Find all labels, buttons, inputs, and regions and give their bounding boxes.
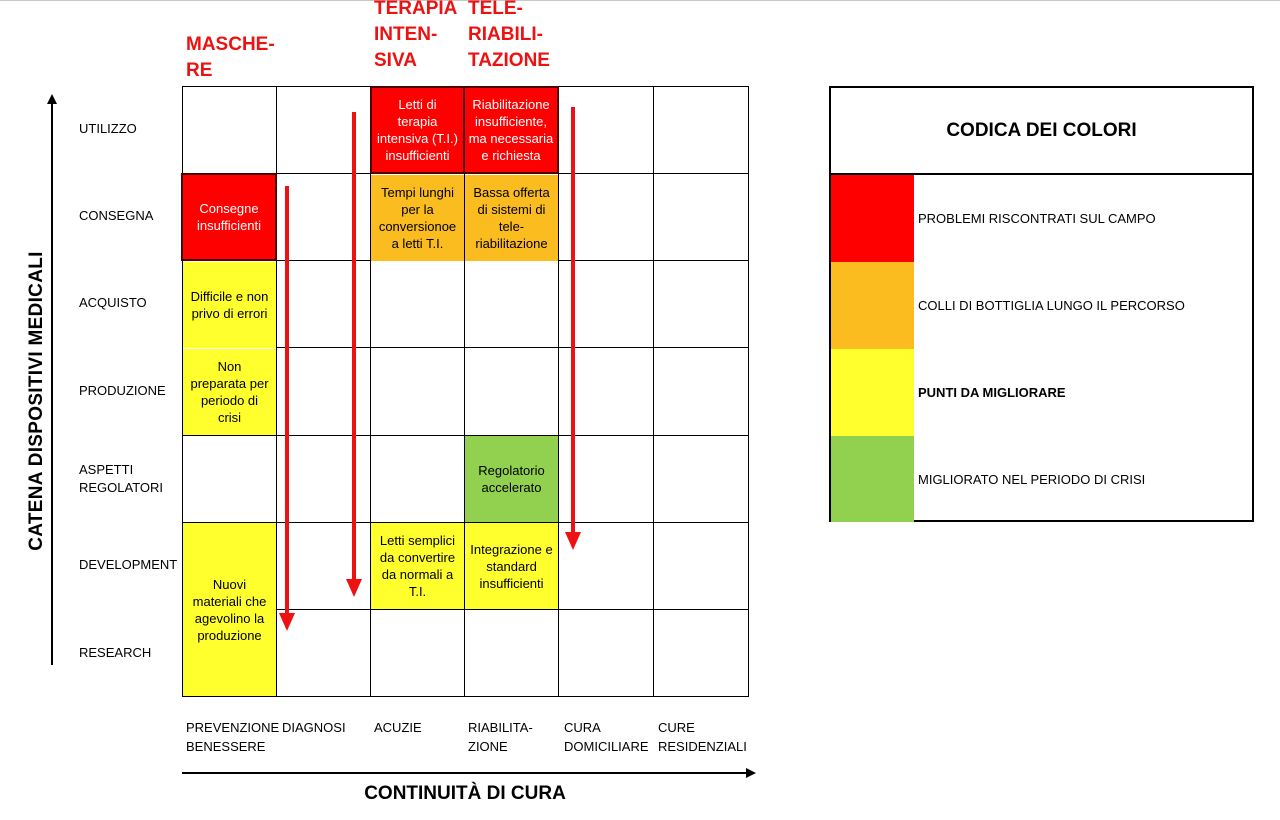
cell-riabilitazione-insufficiente: Riabilitazione insufficiente, ma necessaria e richiesta bbox=[463, 86, 559, 174]
row-label-acquisto: ACQUISTO bbox=[79, 295, 147, 310]
legend-label-red: PROBLEMI RISCONTRATI SUL CAMPO bbox=[918, 211, 1156, 226]
legend-item-red bbox=[831, 175, 1252, 262]
cell-regolatorio-accelerato: Regolatorio accelerato bbox=[465, 436, 558, 522]
y-axis-title: CATENA DISPOSITIVI MEDICALI bbox=[26, 251, 47, 551]
col-label-diagnosi: DIAGNOSI bbox=[282, 720, 346, 735]
legend-label-yellow: PUNTI DA MIGLIORARE bbox=[918, 385, 1066, 400]
color-legend bbox=[829, 86, 1254, 522]
col-label-cura-domiciliare: CURA DOMICILIARE bbox=[564, 720, 649, 754]
arrow-maschere bbox=[279, 186, 295, 631]
arrow-teleriabilitazione bbox=[565, 107, 581, 550]
cell-difficile: Difficile e non privo di errori bbox=[183, 262, 276, 348]
cell-bassa-offerta: Bassa offerta di sistemi di tele- riabilitazione bbox=[465, 175, 558, 261]
row-label-utilizzo: UTILIZZO bbox=[79, 121, 137, 136]
row-label-development: DEVELOPMENT bbox=[79, 557, 178, 572]
col-label-prevenzione: PREVENZIONE BENESSERE bbox=[186, 720, 280, 754]
cell-tempi-lunghi: Tempi lunghi per la conversionoe a letti T.I. bbox=[371, 175, 464, 261]
cell-letti-terapia-intensiva: Letti di terapia intensiva (T.I.) insufficienti bbox=[370, 86, 465, 174]
cell-consegne-insufficienti: Consegne insufficienti bbox=[181, 173, 277, 261]
legend-title: CODICA DEI COLORI bbox=[831, 88, 1252, 175]
legend-label-green: MIGLIORATO NEL PERIODO DI CRISI bbox=[918, 471, 1146, 487]
cell-letti-semplici: Letti semplici da convertire da normali a T.I. bbox=[371, 523, 464, 609]
header-maschere: MASCHE- RE bbox=[186, 34, 275, 81]
cell-non-preparata: Non preparata per periodo di crisi bbox=[183, 349, 276, 435]
row-label-consegna: CONSEGNA bbox=[79, 208, 154, 223]
row-label-aspetti-regolatori: ASPETTI REGOLATORI bbox=[79, 462, 164, 495]
legend-swatch-red bbox=[831, 175, 914, 262]
arrow-terapia-intensiva bbox=[346, 112, 362, 597]
legend-swatch-green bbox=[831, 436, 914, 522]
row-label-research: RESEARCH bbox=[79, 645, 152, 660]
col-label-riabilitazione: RIABILITA- ZIONE bbox=[468, 720, 533, 754]
legend-item-orange bbox=[831, 262, 1252, 349]
header-teleriabilitazione: TELE- RIABILI- TAZIONE bbox=[468, 0, 550, 71]
col-label-cure-residenziali: CURE RESIDENZIALI bbox=[658, 720, 747, 754]
legend-label-orange: COLLI DI BOTTIGLIA LUNGO IL PERCORSO bbox=[918, 298, 1185, 313]
col-label-acuzie: ACUZIE bbox=[374, 720, 422, 735]
x-axis-title: CONTINUITÀ DI CURA bbox=[364, 783, 566, 804]
legend-item-yellow bbox=[831, 349, 1252, 436]
cell-nuovi-materiali: Nuovi materiali che agevolino la produzione bbox=[183, 523, 276, 696]
cell-integrazione: Integrazione e standard insufficienti bbox=[465, 523, 558, 609]
legend-swatch-orange bbox=[831, 262, 914, 349]
y-axis-arrowhead bbox=[47, 94, 57, 104]
row-label-produzione: PRODUZIONE bbox=[79, 383, 166, 398]
legend-swatch-yellow bbox=[831, 349, 914, 436]
legend-item-green bbox=[831, 436, 1252, 522]
header-terapia-intensiva: TERAPIA INTEN- SIVA bbox=[374, 0, 458, 71]
x-axis-arrowhead bbox=[746, 768, 756, 778]
